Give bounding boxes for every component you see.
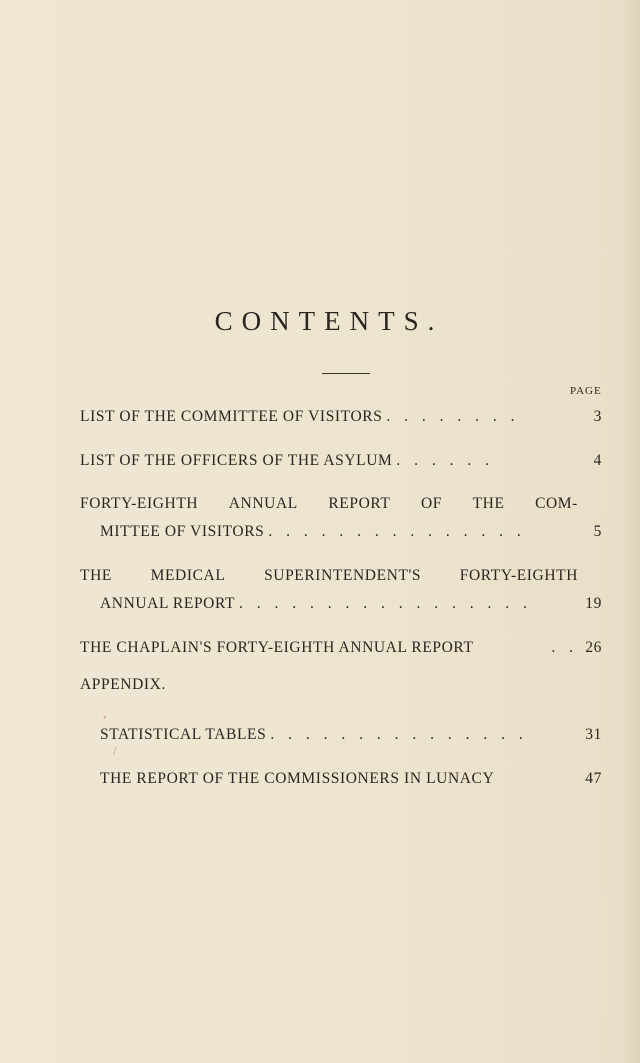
toc-entry-statistical-tables xyxy=(100,721,602,749)
toc-word: REPORT xyxy=(328,495,391,512)
toc-line-first xyxy=(80,490,602,518)
toc-entry-text: LIST OF THE OFFICERS OF THE ASYLUM xyxy=(80,452,393,469)
toc-word: THE xyxy=(80,567,112,584)
toc-word: SUPERINTENDENT'S xyxy=(264,567,422,584)
toc-entry-text: THE REPORT OF THE COMMISSIONERS IN LUNACY xyxy=(100,770,495,787)
toc-entry-officers xyxy=(80,447,602,475)
toc-line xyxy=(80,403,602,431)
page-title: CONTENTS. xyxy=(214,306,444,336)
toc-page-number: 31 xyxy=(585,726,602,743)
toc-line xyxy=(100,765,602,793)
toc-entry-committee-report xyxy=(80,490,602,546)
appendix-heading: APPENDIX. xyxy=(80,676,166,693)
toc-word: ANNUAL xyxy=(228,495,298,512)
toc-entry-medical-report xyxy=(80,562,602,618)
toc-line xyxy=(80,590,602,618)
leader-dots: . . . . . . . . xyxy=(386,408,520,425)
leader-dots: . . xyxy=(551,639,578,656)
toc-entry-text: ANNUAL REPORT xyxy=(100,595,236,612)
toc-line xyxy=(100,721,602,749)
toc-word: FORTY-EIGHTH xyxy=(80,495,199,512)
toc-page-number: 4 xyxy=(593,452,602,469)
toc-entry-committee xyxy=(80,403,602,431)
toc-line xyxy=(80,447,602,475)
pencil-tick-mark: / xyxy=(113,743,117,758)
leader-dots: . . . . . . . . . . . . . . . xyxy=(270,726,528,743)
toc-entry-chaplain-report xyxy=(80,634,602,662)
leader-dots: . . . . . . . . . . . . . . . . . xyxy=(239,595,532,612)
toc-line-first xyxy=(80,562,602,590)
toc-page-number: 3 xyxy=(593,408,602,425)
page-column-heading: PAGE xyxy=(570,385,602,397)
toc-entry-text: LIST OF THE COMMITTEE OF VISITORS xyxy=(80,408,383,425)
toc-word: THE xyxy=(472,495,505,512)
leader-dots: . . . . . . xyxy=(396,452,494,469)
toc-word: MEDICAL xyxy=(150,567,226,584)
toc-word: OF xyxy=(421,495,443,512)
toc-entry-commissioners-report xyxy=(100,765,602,793)
toc-entry-text: STATISTICAL TABLES xyxy=(100,726,267,743)
ink-speck-mark: • xyxy=(103,713,107,724)
toc-page-number: 5 xyxy=(593,523,602,540)
toc-line xyxy=(80,518,602,546)
toc-word: FORTY-EIGHTH xyxy=(459,567,578,584)
title-rule xyxy=(322,373,370,374)
toc-entry-text: THE CHAPLAIN'S FORTY-EIGHTH ANNUAL REPORT xyxy=(80,639,474,656)
toc-page-number: 47 xyxy=(585,770,602,787)
toc-line xyxy=(80,634,602,662)
toc-entry-text: MITTEE OF VISITORS xyxy=(100,523,265,540)
toc-page-number: 26 xyxy=(585,639,602,656)
toc-page-number: 19 xyxy=(585,595,602,612)
leader-dots: . . . . . . . . . . . . . . . xyxy=(268,523,526,540)
toc-word: COM- xyxy=(535,495,578,512)
